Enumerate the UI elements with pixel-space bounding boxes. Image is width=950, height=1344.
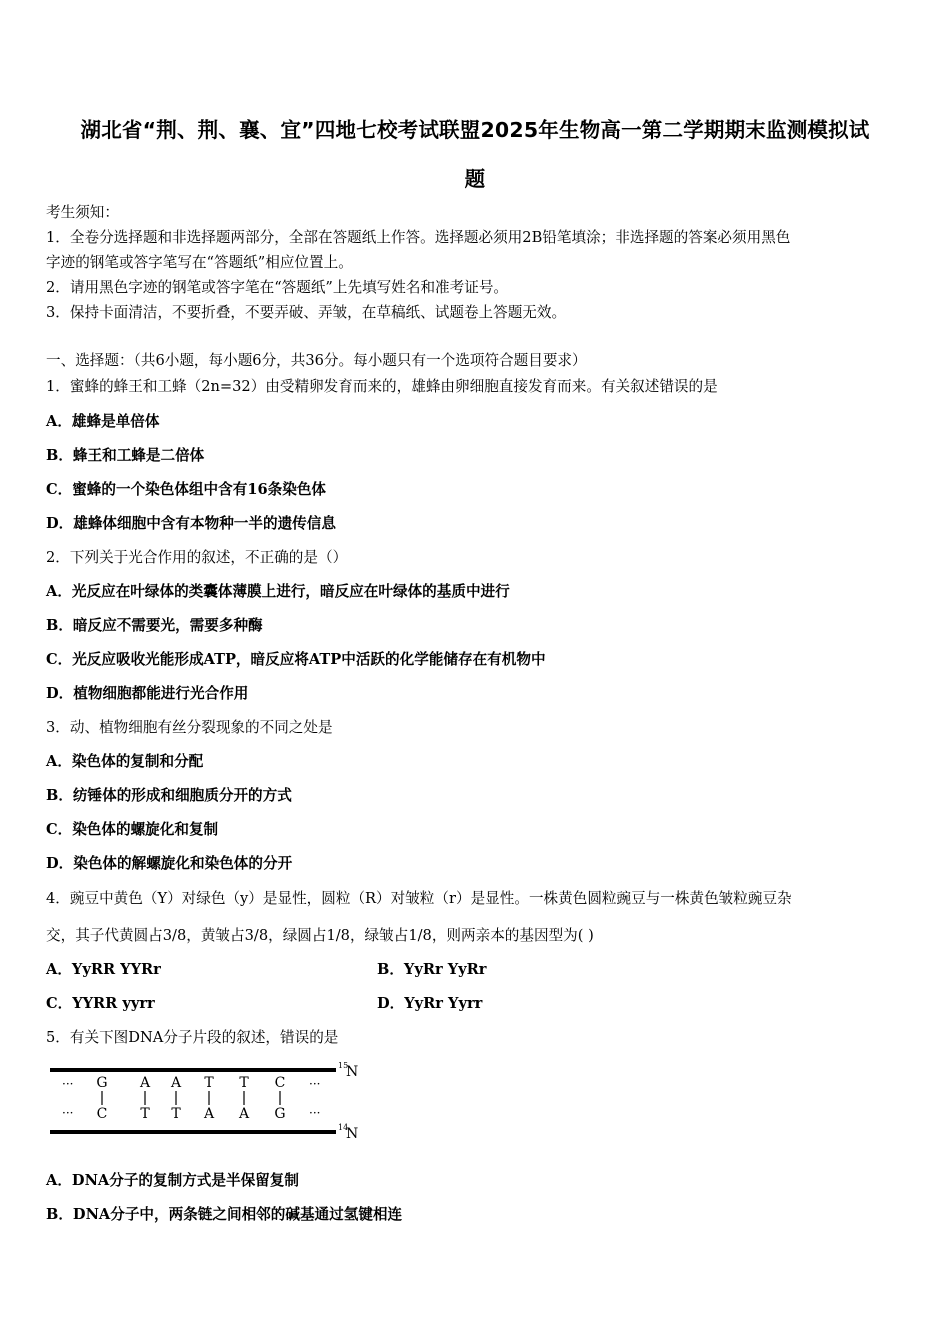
question-3-stem: 3．动、植物细胞有丝分裂现象的不同之处是 [46, 719, 333, 736]
dna-label-top-letter: N [346, 1064, 359, 1080]
dna-base-bottom-3: T [171, 1106, 181, 1122]
question-3-option-c: C．染色体的螺旋化和复制 [46, 821, 219, 838]
notice-item-1: 1．全卷分选择题和非选择题两部分，全部在答题纸上作答。选择题必须用2B铅笔填涂；非选择题的答案必须用黑色 [46, 229, 791, 246]
dna-base-top-3: A [170, 1075, 182, 1091]
question-4-option-b: B．YyRr YyRr [377, 961, 487, 978]
question-2-option-b: B．暗反应不需要光，需要多种酶 [46, 617, 263, 634]
section-heading: 一、选择题：（共6小题，每小题6分，共36分。每小题只有一个选项符合题目要求） [46, 352, 587, 369]
question-5-option-a: A．DNA分子的复制方式是半保留复制 [46, 1172, 299, 1189]
dna-dots-top-left: ··· [62, 1077, 74, 1091]
question-4-stem-continued: 交，其子代黄圆占3/8，黄皱占3/8，绿圆占1/8，绿皱占1/8，则两亲本的基因型为( ) [46, 927, 594, 944]
dna-base-bottom-6: G [274, 1106, 286, 1122]
question-1-option-c: C．蜜蜂的一个染色体组中含有16条染色体 [46, 481, 327, 498]
notice-item-2: 2．请用黑色字迹的钢笔或答字笔在“答题纸”上先填写姓名和准考证号。 [46, 279, 509, 296]
question-3-option-b: B．纺锤体的形成和细胞质分开的方式 [46, 787, 292, 804]
question-1-option-b: B．蜂王和工蜂是二倍体 [46, 447, 205, 464]
question-4-stem: 4．豌豆中黄色（Y）对绿色（y）是显性，圆粒（R）对皱粒（r）是显性。一株黄色圆粒豌豆与一株黄色皱粒豌豆杂 [46, 890, 792, 907]
question-1-option-d: D．雄蜂体细胞中含有本物种一半的遗传信息 [46, 515, 336, 532]
dna-base-bottom-5: A [238, 1106, 250, 1122]
dna-label-top-superscript: 15 [338, 1062, 349, 1070]
dna-base-top-6: C [274, 1075, 286, 1091]
question-5-stem: 5．有关下图DNA分子片段的叙述，错误的是 [46, 1029, 339, 1046]
question-5-option-b: B．DNA分子中，两条链之间相邻的碱基通过氢键相连 [46, 1206, 403, 1223]
question-3-option-a: A．染色体的复制和分配 [46, 753, 204, 770]
page-title-continued: 题 [464, 167, 486, 191]
dna-base-top-1: G [96, 1075, 108, 1091]
dna-dots-top-right: ··· [309, 1077, 321, 1091]
question-2-option-d: D．植物细胞都能进行光合作用 [46, 685, 249, 702]
dna-label-bottom-letter: N [346, 1126, 359, 1142]
dna-fragment-figure [44, 1062, 374, 1142]
dna-base-top-5: T [239, 1075, 249, 1091]
question-4-option-c: C．YYRR yyrr [46, 995, 155, 1012]
question-2-option-a: A．光反应在叶绿体的类囊体薄膜上进行，暗反应在叶绿体的基质中进行 [46, 583, 510, 600]
dna-base-bottom-1: C [96, 1106, 108, 1122]
question-2-stem: 2．下列关于光合作用的叙述，不正确的是（） [46, 549, 348, 566]
dna-base-bottom-2: T [140, 1106, 150, 1122]
question-2-option-c: C．光反应吸收光能形成ATP，暗反应将ATP中活跃的化学能储存在有机物中 [46, 651, 546, 668]
notice-item-1-continued: 字迹的钢笔或答字笔写在“答题纸”相应位置上。 [46, 254, 353, 271]
question-1-stem: 1．蜜蜂的蜂王和工蜂（2n=32）由受精卵发育而来的，雄蜂由卵细胞直接发育而来。有关叙述错误的是 [46, 378, 718, 395]
dna-base-bottom-4: A [203, 1106, 215, 1122]
notice-item-3: 3．保持卡面清洁，不要折叠，不要弄破、弄皱，在草稿纸、试题卷上答题无效。 [46, 304, 567, 321]
dna-dots-bottom-right: ··· [309, 1106, 321, 1120]
dna-label-bottom-superscript: 14 [338, 1123, 349, 1132]
question-3-option-d: D．染色体的解螺旋化和染色体的分开 [46, 855, 293, 872]
dna-dots-bottom-left: ··· [62, 1106, 74, 1120]
dna-base-top-4: T [204, 1075, 214, 1091]
question-1-option-a: A．雄蜂是单倍体 [46, 413, 160, 430]
question-4-option-a: A．YyRR YYRr [46, 961, 161, 978]
page-title: 湖北省“荆、荆、襄、宜”四地七校考试联盟2025年生物高一第二学期期末监测模拟试 [80, 118, 870, 142]
question-4-option-d: D．YyRr Yyrr [377, 995, 483, 1012]
notice-heading: 考生须知： [46, 204, 119, 221]
dna-base-top-2: A [139, 1075, 151, 1091]
